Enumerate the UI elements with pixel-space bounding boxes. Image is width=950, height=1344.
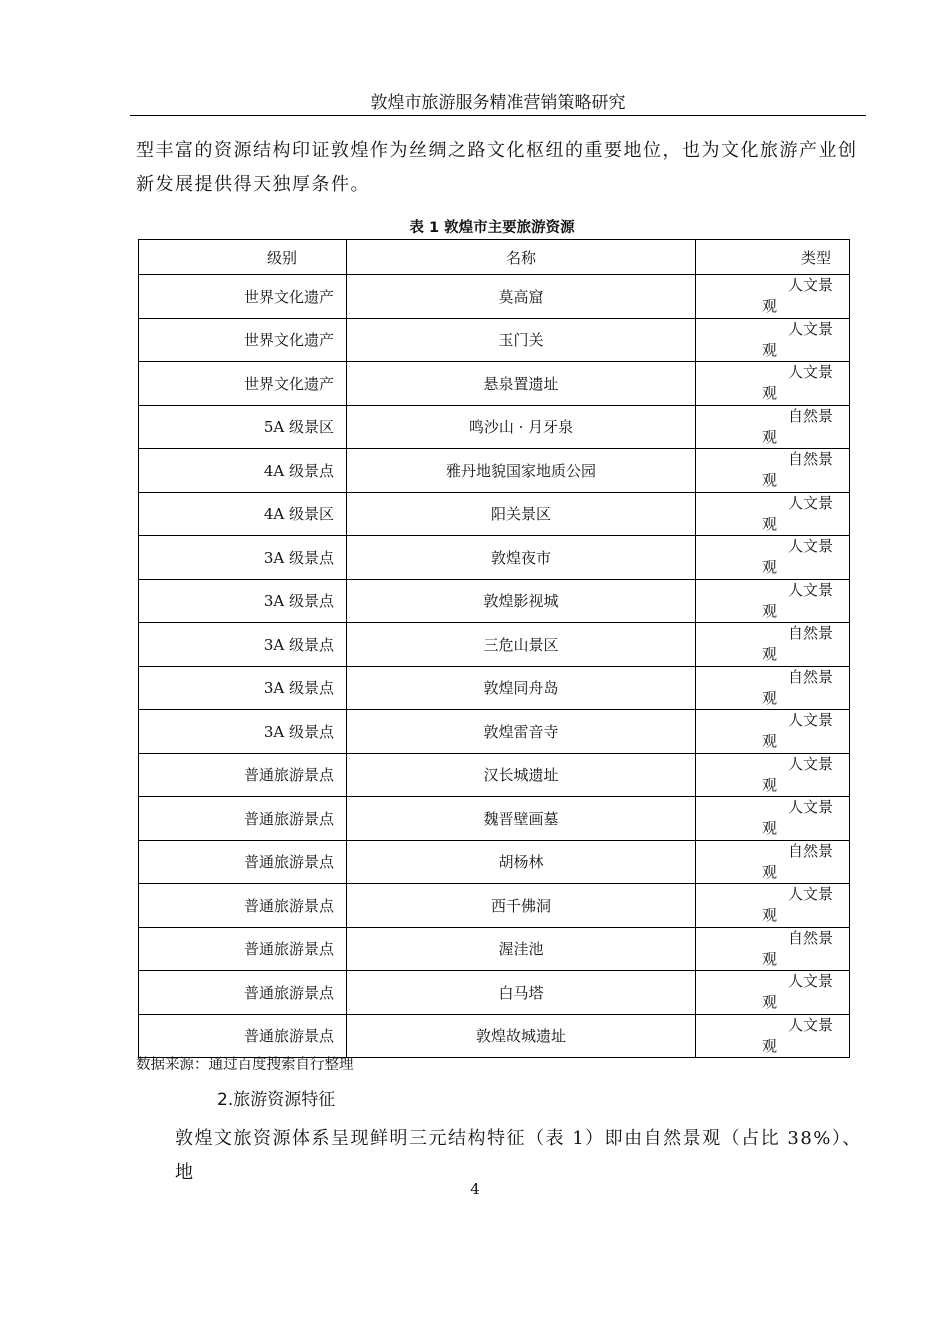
- cell-level: 世界文化遗产: [139, 318, 347, 362]
- table-row: [139, 840, 850, 884]
- resources-table: [138, 239, 850, 1058]
- cell-type: [696, 318, 850, 362]
- cell-type-text: 自然景观: [762, 624, 834, 664]
- intro-paragraph-line-1: 型丰富的资源结构印证敦煌作为丝绸之路文化枢纽的重要地位，也为文化旅游产业创: [136, 140, 858, 161]
- cell-type: [696, 797, 850, 841]
- cell-type: [696, 971, 850, 1015]
- table-row: [139, 884, 850, 928]
- table-row: [139, 405, 850, 449]
- cell-type: [696, 884, 850, 928]
- cell-name: 阳关景区: [347, 492, 696, 536]
- cell-type-text: 人文景观: [762, 1015, 834, 1055]
- table-row: [139, 579, 850, 623]
- table-row: [139, 927, 850, 971]
- cell-type-text: 人文景观: [762, 885, 834, 925]
- cell-type: [696, 579, 850, 623]
- cell-type-text: 人文景观: [762, 493, 834, 533]
- cell-name: 渥洼池: [347, 927, 696, 971]
- table-row: [139, 275, 850, 319]
- cell-name: 敦煌夜市: [347, 536, 696, 580]
- cell-level: 3A 级景点: [139, 536, 347, 580]
- header-rule: [130, 115, 866, 116]
- table-header-row: [139, 240, 850, 275]
- cell-type: [696, 536, 850, 580]
- cell-level: 3A 级景点: [139, 666, 347, 710]
- cell-level: 3A 级景点: [139, 710, 347, 754]
- cell-name: 三危山景区: [347, 623, 696, 667]
- cell-type-text: 人文景观: [762, 972, 834, 1012]
- table-row: [139, 666, 850, 710]
- cell-type-text: 自然景观: [762, 450, 834, 490]
- table-row: [139, 449, 850, 493]
- running-header: 敦煌市旅游服务精准营销策略研究: [370, 93, 626, 113]
- cell-type-text: 人文景观: [762, 319, 834, 359]
- cell-type-text: 人文景观: [762, 537, 834, 577]
- cell-type: [696, 405, 850, 449]
- table-row: [139, 1014, 850, 1058]
- cell-type-text: 自然景观: [762, 406, 834, 446]
- column-header-level: 级别: [139, 240, 347, 275]
- cell-type: [696, 275, 850, 319]
- cell-level: 普通旅游景点: [139, 1014, 347, 1058]
- cell-type-text: 人文景观: [762, 580, 834, 620]
- cell-type: [696, 753, 850, 797]
- cell-name: 鸣沙山 · 月牙泉: [347, 405, 696, 449]
- cell-type: [696, 666, 850, 710]
- table-row: [139, 492, 850, 536]
- cell-type: [696, 492, 850, 536]
- cell-level: 世界文化遗产: [139, 275, 347, 319]
- column-header-name: 名称: [347, 240, 696, 275]
- cell-type: [696, 840, 850, 884]
- cell-type-text: 人文景观: [762, 276, 834, 316]
- cell-name: 敦煌故城遗址: [347, 1014, 696, 1058]
- table-row: [139, 971, 850, 1015]
- cell-name: 敦煌同舟岛: [347, 666, 696, 710]
- column-header-type: 类型: [696, 240, 850, 275]
- cell-name: 敦煌影视城: [347, 579, 696, 623]
- cell-level: 4A 级景区: [139, 492, 347, 536]
- cell-type: [696, 449, 850, 493]
- section-body-line: 敦煌文旅资源体系呈现鲜明三元结构特征（表 1）即由自然景观（占比 38%）、地: [175, 1128, 862, 1183]
- cell-level: 普通旅游景点: [139, 797, 347, 841]
- table-row: [139, 318, 850, 362]
- table-row: [139, 753, 850, 797]
- cell-type-text: 自然景观: [762, 667, 834, 707]
- cell-level: 普通旅游景点: [139, 971, 347, 1015]
- section-heading: 2.旅游资源特征: [217, 1090, 336, 1110]
- table-body: [139, 275, 850, 1058]
- cell-type: [696, 623, 850, 667]
- cell-type-text: 自然景观: [762, 928, 834, 968]
- cell-name: 白马塔: [347, 971, 696, 1015]
- cell-name: 雅丹地貌国家地质公园: [347, 449, 696, 493]
- cell-type: [696, 710, 850, 754]
- table-caption: 表 1 敦煌市主要旅游资源: [409, 220, 575, 236]
- cell-name: 魏晋壁画墓: [347, 797, 696, 841]
- cell-level: 3A 级景点: [139, 623, 347, 667]
- intro-paragraph-line-2: 新发展提供得天独厚条件。: [136, 174, 370, 195]
- cell-type-text: 人文景观: [762, 363, 834, 403]
- table-row: [139, 797, 850, 841]
- cell-name: 西千佛洞: [347, 884, 696, 928]
- cell-type-text: 人文景观: [762, 798, 834, 838]
- cell-name: 胡杨林: [347, 840, 696, 884]
- cell-name: 悬泉置遗址: [347, 362, 696, 406]
- table-row: [139, 710, 850, 754]
- data-source-note: 数据来源：通过百度搜索自行整理: [136, 1057, 354, 1073]
- cell-type-text: 人文景观: [762, 754, 834, 794]
- page-number: 4: [470, 1180, 480, 1198]
- cell-level: 普通旅游景点: [139, 927, 347, 971]
- table-row: [139, 362, 850, 406]
- cell-level: 3A 级景点: [139, 579, 347, 623]
- cell-level: 世界文化遗产: [139, 362, 347, 406]
- cell-name: 玉门关: [347, 318, 696, 362]
- cell-level: 5A 级景区: [139, 405, 347, 449]
- cell-level: 4A 级景点: [139, 449, 347, 493]
- table-row: [139, 623, 850, 667]
- cell-level: 普通旅游景点: [139, 884, 347, 928]
- cell-name: 敦煌雷音寺: [347, 710, 696, 754]
- cell-type: [696, 362, 850, 406]
- cell-name: 汉长城遗址: [347, 753, 696, 797]
- cell-level: 普通旅游景点: [139, 840, 347, 884]
- cell-level: 普通旅游景点: [139, 753, 347, 797]
- table-row: [139, 536, 850, 580]
- cell-type-text: 自然景观: [762, 841, 834, 881]
- cell-type-text: 人文景观: [762, 711, 834, 751]
- cell-type: [696, 1014, 850, 1058]
- cell-type: [696, 927, 850, 971]
- cell-name: 莫高窟: [347, 275, 696, 319]
